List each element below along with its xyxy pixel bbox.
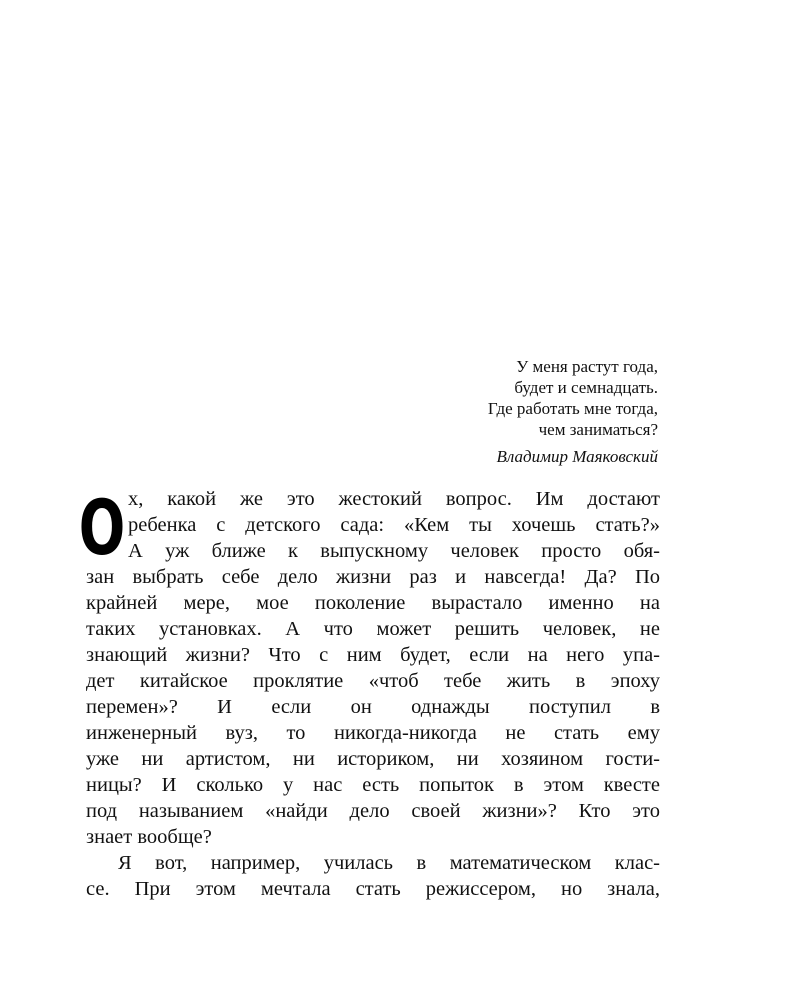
epigraph-line: чем заниматься?	[538, 420, 658, 439]
text-line: ребенка с детского сада: «Кем ты хочешь стать?»	[128, 514, 660, 536]
text-line: зан выбрать себе дело жизни раз и навсегда! Да? По	[86, 566, 660, 588]
epigraph-line: Где работать мне тогда,	[487, 399, 658, 418]
text-line: А уж ближе к выпускному человек просто обя-	[128, 540, 660, 562]
drop-cap	[78, 483, 126, 573]
text-line: х, какой же это жестокий вопрос. Им достают	[128, 488, 660, 510]
text-line: знающий жизни? Что с ним будет, если на него упа-	[86, 644, 660, 666]
text-line: се. При этом мечтала стать режиссером, но знала,	[86, 878, 660, 900]
text-line: ницы? И сколько у нас есть попыток в этом квесте	[86, 774, 660, 796]
epigraph-line: будет и семнадцать.	[514, 378, 658, 397]
epigraph-author: Владимир Маяковский	[496, 447, 658, 466]
text-line: крайней мере, мое поколение вырастало именно на	[86, 592, 660, 614]
text-line: уже ни артистом, ни историком, ни хозяином гости-	[86, 748, 660, 770]
text-line: инженерный вуз, то никогда-никогда не стать ему	[86, 722, 660, 744]
text-line: знает вообще?	[86, 826, 212, 848]
epigraph	[488, 356, 658, 467]
epigraph-line: У меня растут года,	[516, 357, 658, 376]
text-line: перемен»? И если он однажды поступил в	[86, 696, 660, 718]
text-line: Я вот, например, училась в математическом клас-	[118, 852, 660, 874]
text-line: таких установках. А что может решить человек, не	[86, 618, 660, 640]
body-text	[78, 483, 660, 902]
text-line: дет китайское проклятие «чтоб тебе жить в эпоху	[86, 670, 660, 692]
text-line: под называнием «найди дело своей жизни»? Кто это	[86, 800, 660, 822]
drop-cap-letter: О	[78, 483, 126, 573]
